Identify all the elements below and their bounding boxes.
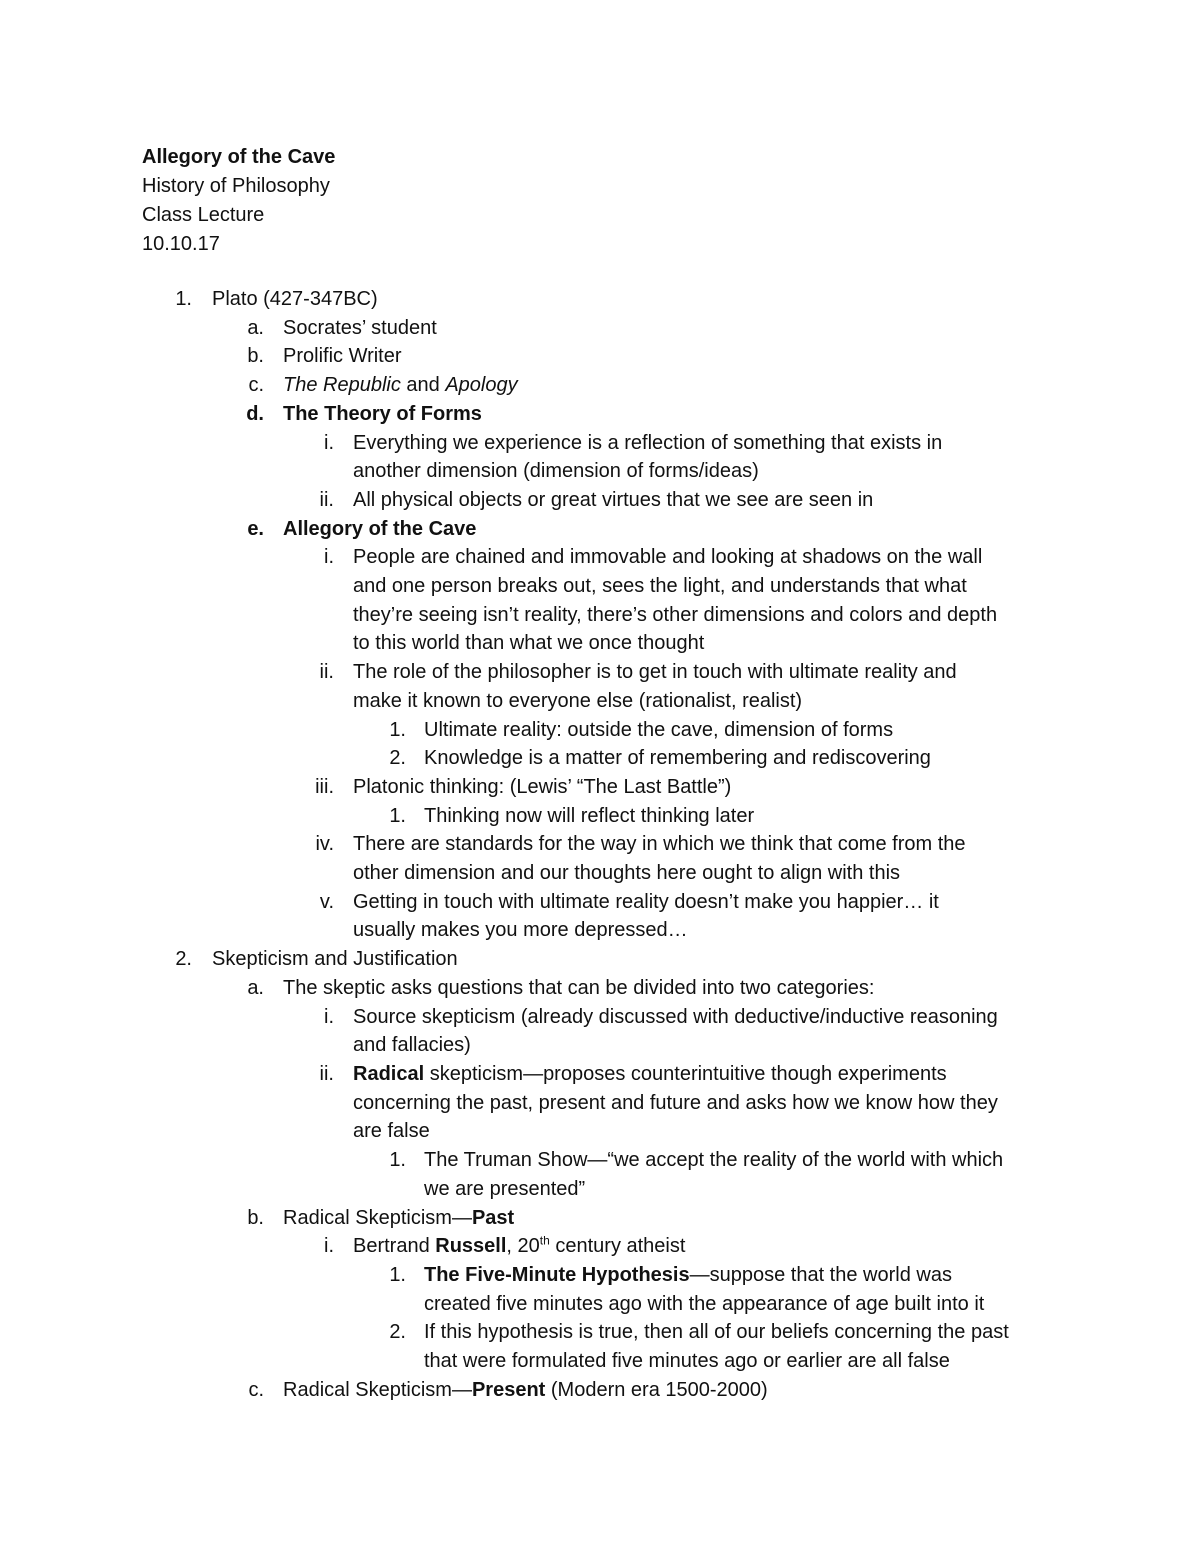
bold-term: Past [471,1206,515,1229]
item-text-line [424,1261,1200,1290]
item-text: Thinking now will reflect thinking later [424,804,755,827]
outline-item-allegory [0,515,1200,544]
item-text-line: they’re seeing isn’t reality, there’s other dimensions and colors and depth [353,603,998,626]
item-text-line: concerning the past, present and future and asks how we know how they [353,1091,998,1114]
item-text-line: The role of the philosopher is to get in touch with ultimate reality and [353,661,957,684]
outline-item-plato [0,285,1200,314]
outline-item-theory-of-forms [0,400,1200,429]
item-text-line: and fallacies) [353,1034,471,1057]
outline-item-platonic-thinking [0,773,1200,802]
item-text: , 20 [506,1235,540,1258]
item-text: (Modern era 1500-2000) [545,1378,768,1401]
outline-item-five-minute [0,1261,1200,1318]
item-text: Socrates’ student [283,316,437,339]
outline-item-socrates-student [0,314,1200,343]
list-marker: i. [324,1235,334,1258]
item-text: The skeptic asks questions that can be divided into two categories: [283,976,875,999]
item-text-line: There are standards for the way in which we think that come from the [353,833,966,856]
list-marker: b. [247,345,264,368]
item-text-line: Getting in touch with ultimate reality doesn’t make you happier… it [353,890,939,913]
list-marker: iv. [315,833,334,856]
outline-item-thinking-now [0,802,1200,831]
item-text-line [353,1232,1200,1261]
outline-item-physical-objects [0,486,1200,515]
outline-item-standards [0,830,1200,887]
item-text-line: If this hypothesis is true, then all of our beliefs concerning the past [424,1321,1009,1344]
list-marker: 2. [389,747,406,770]
item-text-line [353,1060,1200,1089]
item-text: Ultimate reality: outside the cave, dimension of forms [424,718,894,741]
item-text-line: The Truman Show—“we accept the reality of the world with which [424,1149,1004,1172]
list-marker: a. [247,316,264,339]
item-text-line: to this world than what we once thought [353,632,705,655]
outline-item-chained-people [0,543,1200,658]
item-text: Skepticism and Justification [212,948,458,971]
list-marker: b. [247,1206,264,1229]
item-text-line: that were formulated five minutes ago or earlier are all false [424,1350,950,1373]
lecture-outline [0,285,1200,1404]
item-text: Plato (427-347BC) [212,288,378,310]
list-marker: 1. [389,1263,406,1286]
outline-item-radical-past [0,1204,1200,1233]
outline-item-prolific-writer [0,342,1200,371]
outline-item-truman-show [0,1146,1200,1203]
list-marker: ii. [319,661,334,684]
item-text: Allegory of the Cave [283,517,477,540]
document-title: Allegory of the Cave [142,146,336,168]
outline-item-philosopher-role [0,658,1200,715]
list-marker: 1. [389,804,406,827]
list-marker: d. [246,402,264,425]
outline-item-radical-present [0,1376,1200,1405]
item-text-line: are false [353,1120,430,1143]
item-text-line: and one person breaks out, sees the light, and understands that what [353,575,967,598]
item-text-line: other dimension and our thoughts here ought to align with this [353,862,901,885]
item-text-line: make it known to everyone else (rationalist, realist) [353,689,803,712]
list-marker: 1. [389,718,406,741]
list-marker: iii. [315,775,334,798]
item-text: Radical Skepticism— [283,1378,472,1401]
list-marker: a. [247,976,264,999]
work-title-apology: Apology [445,374,518,397]
list-marker: i. [324,1005,334,1028]
item-text: skepticism—proposes counterintuitive though experiments [424,1062,947,1085]
bold-term: Present [471,1378,546,1401]
outline-item-ultimate-reality [0,716,1200,745]
list-marker: 2. [389,1321,406,1344]
document-type: Class Lecture [142,204,265,226]
list-marker: c. [248,374,264,397]
item-text: century atheist [549,1235,686,1258]
outline-item-forms-reflection [0,429,1200,486]
item-text: Knowledge is a matter of remembering and rediscovering [424,747,931,770]
outline-item-skepticism [0,945,1200,974]
list-marker: ii. [319,488,334,511]
list-marker: 1. [389,1149,406,1172]
outline-item-hypothesis-true [0,1318,1200,1375]
list-marker: ii. [319,1062,334,1085]
list-marker: 2. [175,948,192,971]
bold-term: The Five-Minute Hypothesis [424,1263,690,1286]
outline-item-skeptic-questions [0,974,1200,1003]
item-text: Bertrand [353,1235,436,1258]
work-title-republic: The Republic [283,374,401,397]
outline-item-source-skepticism [0,1003,1200,1060]
item-text-line: Source skepticism (already discussed with deductive/inductive reasoning [353,1005,998,1028]
list-marker: c. [248,1378,264,1401]
item-text-line: we are presented” [424,1177,586,1200]
outline-item-russell [0,1232,1200,1261]
superscript: th [539,1233,550,1248]
course-name: History of Philosophy [142,175,330,197]
outline-item-works [0,371,1200,400]
item-text-line: created five minutes ago with the appearance of age built into it [424,1292,985,1315]
outline-item-knowledge [0,744,1200,773]
item-text-line: People are chained and immovable and looking at shadows on the wall [353,546,983,569]
list-marker: i. [324,546,334,569]
list-marker: i. [324,431,334,454]
outline-item-happier [0,888,1200,945]
list-marker: e. [247,517,264,540]
item-text-line [283,1204,1200,1233]
item-text: Prolific Writer [283,345,402,368]
item-text: Radical Skepticism— [283,1206,472,1229]
conjunction: and [400,374,446,397]
item-text: —suppose that the world was [689,1263,952,1286]
item-text-line: Everything we experience is a reflection of something that exists in [353,431,943,454]
list-marker: 1. [175,288,192,310]
item-text-line [283,1376,1200,1405]
document-header [142,143,335,259]
outline-item-radical-skepticism [0,1060,1200,1146]
item-text-line: another dimension (dimension of forms/ideas) [353,460,759,483]
item-text: All physical objects or great virtues that we see are seen in [353,488,874,511]
item-text: Platonic thinking: (Lewis’ “The Last Battle”) [353,775,732,798]
list-marker: v. [319,890,334,913]
item-text: The Theory of Forms [283,402,482,425]
bold-term: Radical [353,1062,425,1085]
bold-term: Russell [435,1235,507,1258]
item-text-line: usually makes you more depressed… [353,919,688,942]
item-text [283,371,1200,400]
document-date: 10.10.17 [142,233,220,255]
